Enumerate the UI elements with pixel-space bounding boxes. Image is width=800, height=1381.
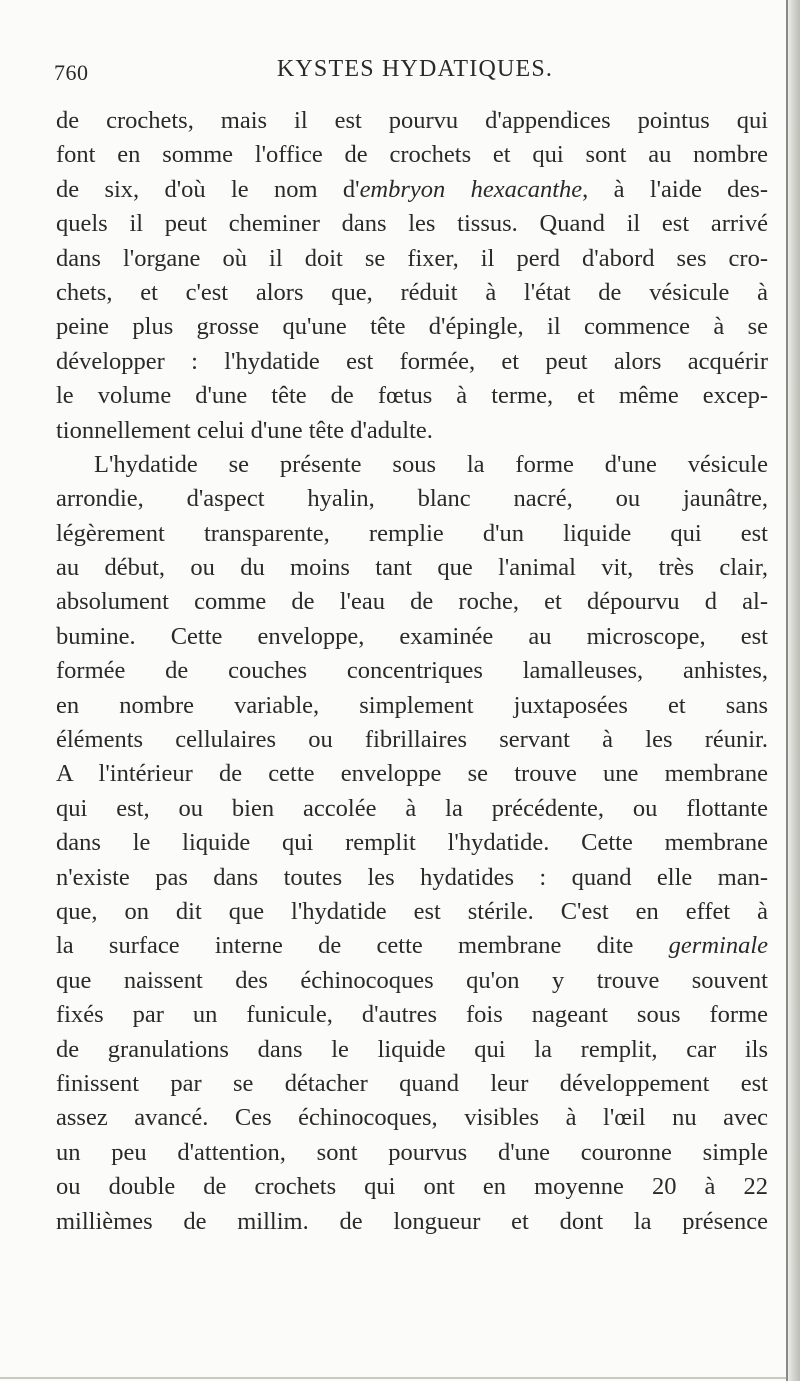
text-line: en nombre variable, simplement juxtaposées et sans: [56, 691, 768, 719]
text-line: de six, d'où le nom d'embryon hexacanthe, à l'aide des-: [56, 175, 768, 203]
page-edge-line: [786, 0, 788, 1381]
text-line: arrondie, d'aspect hyalin, blanc nacré, ou jaunâtre,: [56, 485, 768, 513]
text-line: quels il peut cheminer dans les tissus. Quand il est arrivé: [56, 210, 768, 238]
body-text: [56, 104, 768, 1239]
text-line: ou double de crochets qui ont en moyenne 20 à 22: [56, 1173, 768, 1201]
text-line: la surface interne de cette membrane dite germinale: [56, 932, 768, 960]
text-line: que, on dit que l'hydatide est stérile. C'est en effet à: [56, 897, 768, 925]
text-line: le volume d'une tête de fœtus à terme, et même excep-: [56, 382, 768, 410]
text-line: de crochets, mais il est pourvu d'appendices pointus qui: [56, 107, 768, 134]
page-binding-edge: [786, 0, 800, 1381]
text-line: légèrement transparente, remplie d'un liquide qui est: [56, 519, 768, 547]
text-line: développer : l'hydatide est formée, et peut alors acquérir: [56, 347, 768, 375]
text-line: L'hydatide se présente sous la forme d'une vésicule: [94, 450, 768, 478]
text-line: tionnellement celui d'une tête d'adulte.: [56, 416, 433, 444]
text-line: millièmes de millim. de longueur et dont la présence: [56, 1207, 768, 1235]
text-line: assez avancé. Ces échinocoques, visibles à l'œil nu avec: [56, 1104, 768, 1132]
text-line: font en somme l'office de crochets et qui sont au nombre: [56, 141, 768, 169]
text-line: A l'intérieur de cette enveloppe se trouve une membrane: [56, 760, 768, 788]
text-line: peine plus grosse qu'une tête d'épingle, il commence à se: [56, 313, 768, 341]
page-header: [54, 56, 776, 92]
text-line: qui est, ou bien accolée à la précédente, ou flottante: [56, 794, 768, 822]
text-line: dans l'organe où il doit se fixer, il perd d'abord ses cro-: [56, 244, 768, 272]
text-line: au début, ou du moins tant que l'animal vit, très clair,: [56, 554, 768, 582]
text-line: formée de couches concentriques lamalleuses, anhistes,: [56, 657, 768, 685]
page-number: 760: [54, 60, 89, 85]
running-title: KYSTES HYDATIQUES.: [276, 56, 554, 82]
text-line: finissent par se détacher quand leur développement est: [56, 1069, 768, 1097]
text-line: fixés par un funicule, d'autres fois nageant sous forme: [56, 1001, 768, 1029]
text-line: absolument comme de l'eau de roche, et dépourvu d al-: [56, 588, 768, 616]
text-line: que naissent des échinocoques qu'on y trouve souvent: [56, 966, 768, 994]
text-line: éléments cellulaires ou fibrillaires servant à les réunir.: [56, 726, 768, 754]
text-line: de granulations dans le liquide qui la remplit, car ils: [56, 1035, 768, 1063]
text-line: n'existe pas dans toutes les hydatides : quand elle man-: [56, 863, 768, 891]
text-line: chets, et c'est alors que, réduit à l'état de vésicule à: [56, 278, 768, 306]
text-line: un peu d'attention, sont pourvus d'une couronne simple: [56, 1138, 768, 1166]
text-line: dans le liquide qui remplit l'hydatide. Cette membrane: [56, 829, 768, 857]
page-bottom-edge: [0, 1377, 800, 1379]
text-line: bumine. Cette enveloppe, examinée au microscope, est: [56, 622, 768, 650]
